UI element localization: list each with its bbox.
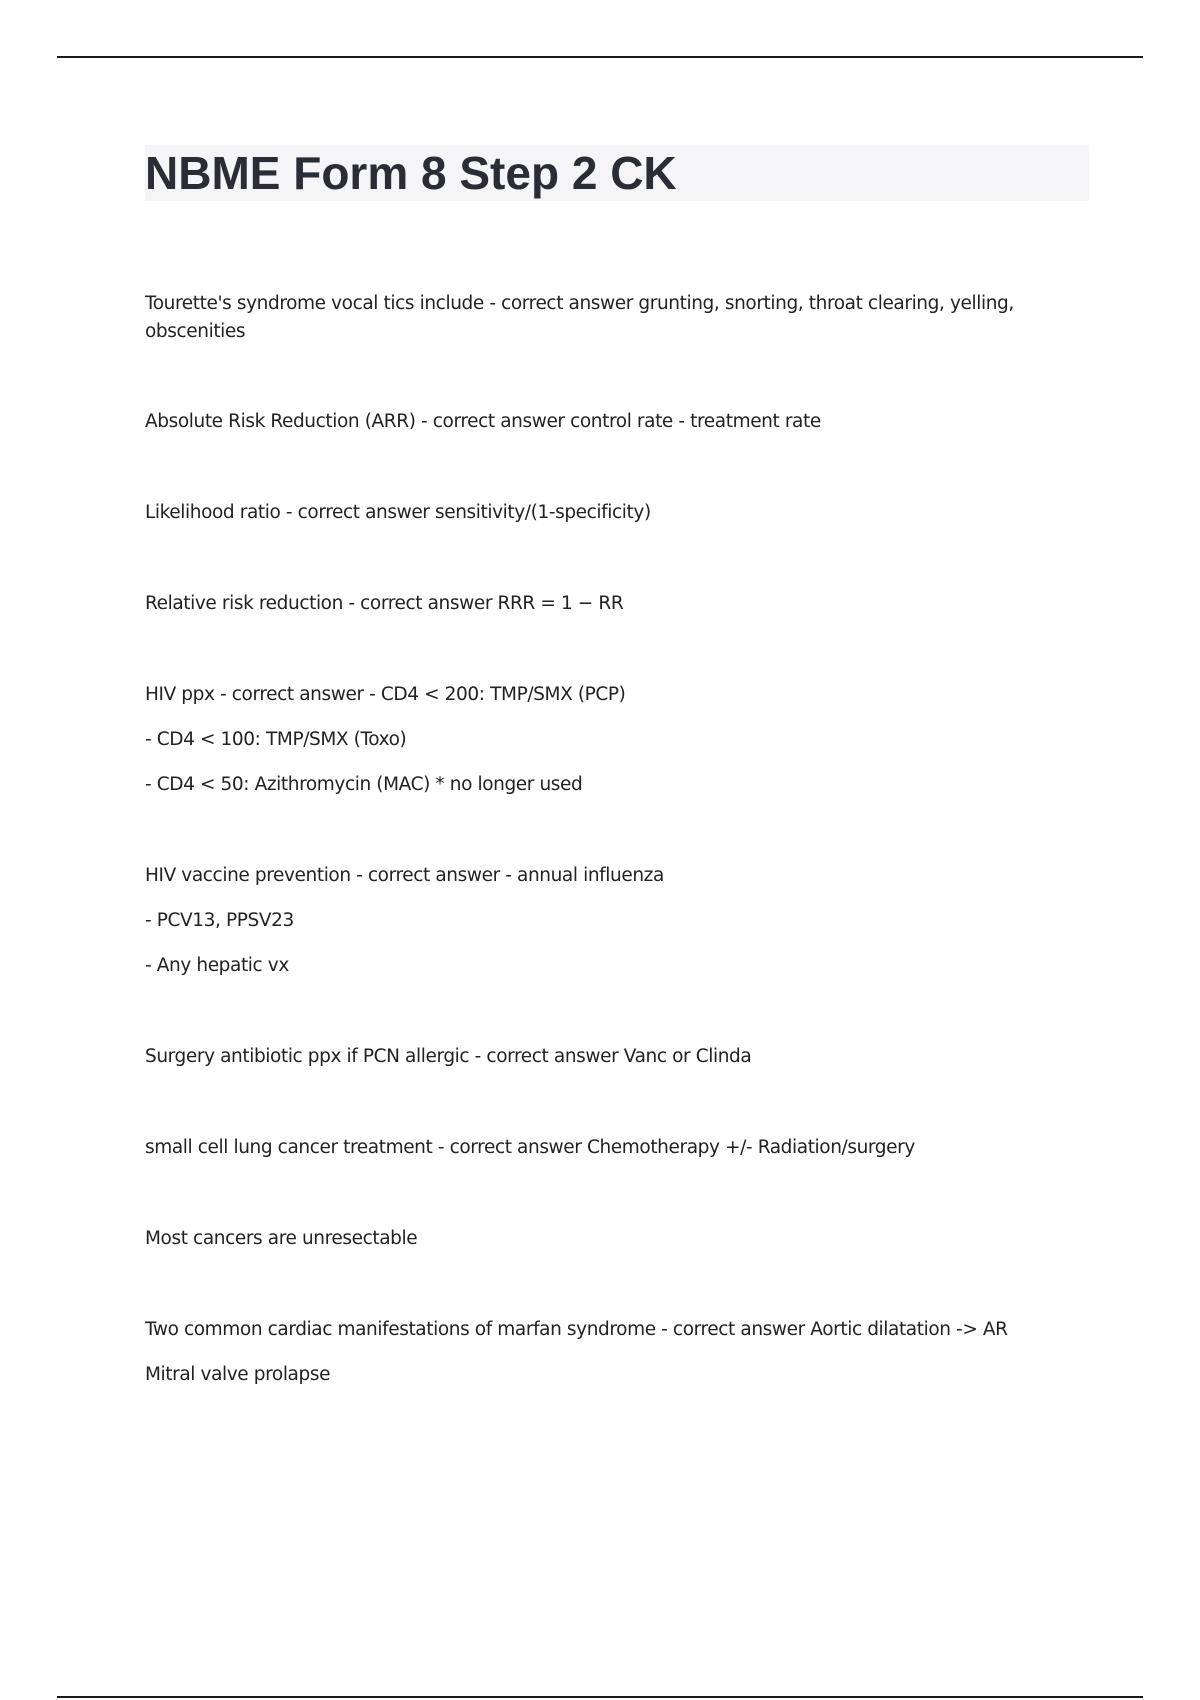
- flashcard: [145, 1134, 1075, 1162]
- flashcard-line: Absolute Risk Reduction (ARR) - correct answer control rate - treatment rate: [145, 411, 821, 432]
- flashcard: [145, 681, 1075, 799]
- flashcard-line: Likelihood ratio - correct answer sensitivity/(1-specificity): [145, 502, 651, 523]
- flashcard-line: - CD4 < 100: TMP/SMX (Toxo): [145, 729, 407, 750]
- flashcard-line: Most cancers are unresectable: [145, 1228, 418, 1249]
- flashcard-list: [145, 290, 1075, 1452]
- flashcard-line: - PCV13, PPSV23: [145, 910, 294, 931]
- flashcard: [145, 1043, 1075, 1071]
- flashcard: [145, 1225, 1075, 1253]
- flashcard-line: Tourette's syndrome vocal tics include - correct answer grunting, snorting, throat clearing, yelling,: [145, 293, 1014, 314]
- flashcard-line: - Any hepatic vx: [145, 955, 289, 976]
- flashcard: [145, 290, 1075, 346]
- page-title: NBME Form 8 Step 2 CK: [145, 147, 677, 199]
- flashcard-line: Surgery antibiotic ppx if PCN allergic - correct answer Vanc or Clinda: [145, 1046, 752, 1067]
- flashcard-line: Mitral valve prolapse: [145, 1364, 331, 1385]
- flashcard-line: obscenities: [145, 321, 246, 342]
- footer-rule: [57, 1696, 1143, 1698]
- flashcard: [145, 408, 1075, 436]
- flashcard-line: HIV vaccine prevention - correct answer - annual influenza: [145, 865, 664, 886]
- flashcard-line: Relative risk reduction - correct answer RRR = 1 − RR: [145, 593, 624, 614]
- flashcard-line: small cell lung cancer treatment - correct answer Chemotherapy +/- Radiation/surgery: [145, 1137, 915, 1158]
- flashcard-line: HIV ppx - correct answer - CD4 < 200: TMP/SMX (PCP): [145, 684, 626, 705]
- flashcard: [145, 862, 1075, 980]
- flashcard: [145, 590, 1075, 618]
- header-rule: [57, 56, 1143, 58]
- flashcard: [145, 499, 1075, 527]
- flashcard-line: Two common cardiac manifestations of marfan syndrome - correct answer Aortic dilatation -> AR: [145, 1319, 1008, 1340]
- flashcard: [145, 1316, 1075, 1389]
- flashcard-line: - CD4 < 50: Azithromycin (MAC) * no longer used: [145, 774, 583, 795]
